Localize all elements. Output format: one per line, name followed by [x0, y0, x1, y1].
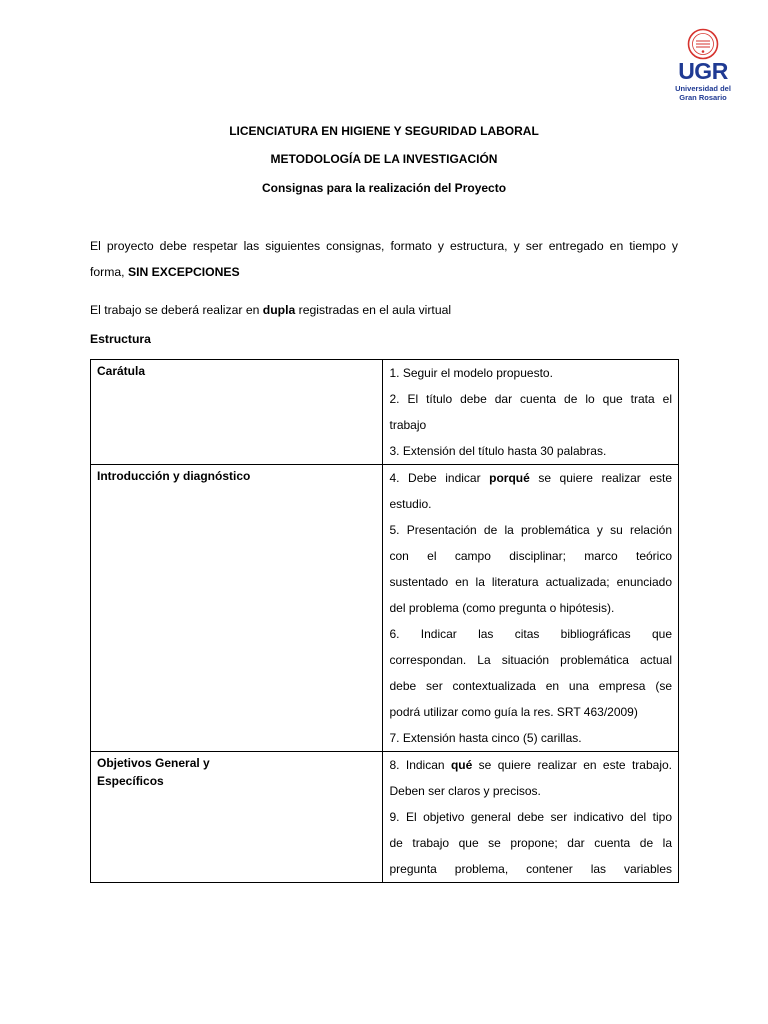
structure-table: [90, 359, 679, 883]
university-seal-icon: [687, 28, 719, 60]
instructions-cell: [383, 360, 679, 465]
dupla-paragraph: El trabajo se deberá realizar en dupla registradas en el aula virtual: [90, 303, 452, 317]
sin-excepciones-emphasis: SIN EXCEPCIONES: [127, 265, 240, 279]
section-label: Introducción y diagnóstico: [97, 469, 251, 483]
list-item: 2. El título debe dar cuenta de lo que trata el trabajo: [389, 392, 672, 432]
section-cell: [91, 465, 383, 752]
ugr-logo: [668, 28, 738, 104]
list-item: 8. Indican qué se quiere realizar en este trabajo. Deben ser claros y precisos.: [389, 758, 673, 798]
career-heading: LICENCIATURA EN HIGIENE Y SEGURIDAD LABORAL: [229, 124, 539, 138]
list-item: 4. Debe indicar porqué se quiere realizar este estudio.: [389, 471, 673, 511]
instructions-cell: [383, 465, 679, 752]
estructura-label: Estructura: [90, 332, 151, 346]
subject-heading: METODOLOGÍA DE LA INVESTIGACIÓN: [270, 152, 498, 166]
logo-university-name: Universidad del Gran Rosario: [675, 84, 731, 102]
instructions-cell: [383, 752, 679, 883]
section-label: Carátula: [97, 364, 146, 378]
intro-paragraph: El proyecto debe respetar las siguientes consignas, formato y estructura, y ser entregado en tiempo y forma, SIN EXCEPCIONES: [90, 239, 678, 279]
table-row: [91, 360, 679, 465]
document-title: Consignas para la realización del Proyecto: [261, 181, 507, 195]
list-item: 3. Extensión del título hasta 30 palabras.: [389, 444, 607, 458]
list-item: 6. Indicar las citas bibliográficas que correspondan. La situación problemática actual debe ser contextualizada en una empresa (se podrá utilizar como guía la res. SRT 463/2009): [389, 627, 672, 719]
section-cell: [91, 360, 383, 465]
table-row: [91, 465, 679, 752]
section-cell: [91, 752, 383, 883]
table-row: [91, 752, 679, 883]
logo-abbreviation: UGR: [678, 58, 728, 84]
list-item: 5. Presentación de la problemática y su relación con el campo disciplinar; marco teórico sustentado en la literatura actualizada; enunciado del problema (como pregunta o hipótesis).: [389, 523, 672, 615]
list-item: 1. Seguir el modelo propuesto.: [389, 366, 553, 380]
list-item: 9. El objetivo general debe ser indicativo del tipo de trabajo que se propone; dar cuenta de la pregunta problema, contener las variables: [389, 810, 672, 876]
list-item: 7. Extensión hasta cinco (5) carillas.: [389, 731, 582, 745]
section-label: Objetivos General y Específicos: [97, 756, 210, 788]
